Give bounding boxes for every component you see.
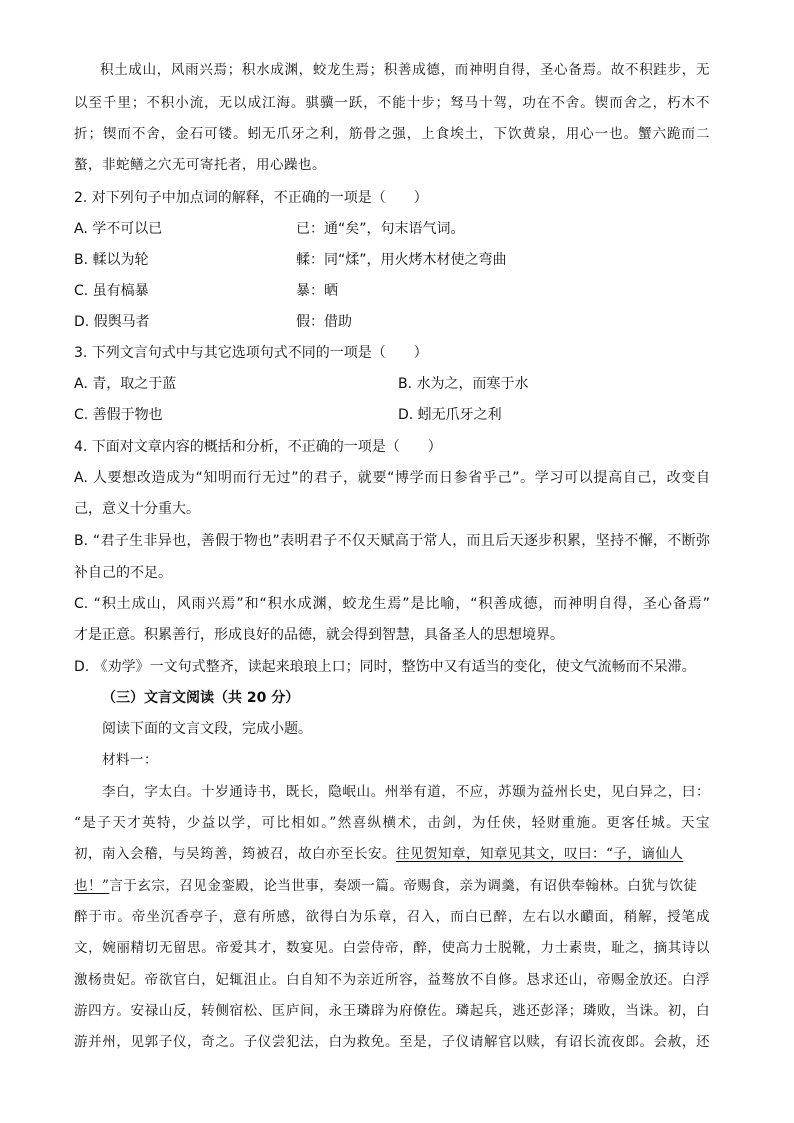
underlined-sentence-part-1: 往见贺知章，知章见其文，叹曰：“子，谪仙人	[396, 846, 684, 862]
q3-option-b[interactable]: B. 水为之，而寒于水	[398, 376, 529, 392]
q2-option-a-explanation: 已：通“矣”，句末语气词。	[296, 221, 465, 237]
passage2-line-8: 游四方。安禄山反，转侧宿松、匡庐间，永王璘辟为府僚佐。璘起兵，逃还彭泽；璘败，当诛。初，白	[74, 1003, 710, 1019]
q3-stem: 3. 下列文言句式中与其它选项句式不同的一项是（ ）	[74, 345, 428, 361]
passage1-line-3: 折；锲而不舍，金石可镂。蚓无爪牙之利，筋骨之强，上食埃土，下饮黄泉，用心一也。蟹六跪而二	[74, 126, 710, 142]
passage1-line-1: 积土成山，风雨兴焉；积水成渊，蛟龙生焉；积善成德，而神明自得，圣心备焉。故不积跬步，无	[100, 62, 710, 78]
passage2-line-9: 游并州，见郭子仪，奇之。子仪尝犯法，白为救免。至是，子仪请解官以赎，有诏长流夜郎。会赦，还	[74, 1034, 710, 1050]
q2-option-d-label: D. 假舆马者	[74, 314, 150, 330]
q2-option-a-label: A. 学不可以已	[74, 221, 163, 237]
underlined-sentence-part-2: 也！”	[74, 878, 110, 894]
passage2-line-3	[74, 844, 710, 864]
passage2-line-5: 醉于市。帝坐沉香亭子，意有所感，欲得白为乐章，召入，而白已醉，左右以水靧面，稍解，授笔成	[74, 909, 710, 925]
q4-option-c-line-2[interactable]: 才是正意。积累善行，形成良好的品德，就会得到智慧，具备圣人的思想境界。	[74, 627, 564, 643]
q4-option-d[interactable]: D. 《劝学》一文句式整齐，读起来琅琅上口；同时，整饬中又有适当的变化，使文气流畅而不呆滞。	[74, 659, 696, 675]
passage2-line-4	[74, 876, 710, 896]
passage2-line-7: 激杨贵妃。帝欲官白，妃辄沮止。白自知不为亲近所容，益骜放不自修。恳求还山，帝赐金放还。白浮	[74, 972, 710, 988]
q4-option-a-line-1[interactable]: A. 人要想改造成为“知明而行无过”的君子，就要“博学而日参省乎己”。学习可以提高自己，改变自	[74, 470, 710, 486]
q2-option-b-explanation: 輮：同“煣”，用火烤木材使之弯曲	[296, 252, 507, 268]
q4-option-a-line-2[interactable]: 己，意义十分重大。	[74, 501, 200, 517]
passage2-line-6: 文，婉丽精切无留思。帝爱其才，数宴见。白尝侍帝，醉，使高力士脱靴，力士素贵，耻之，摘其诗以	[74, 940, 710, 956]
material-label: 材料一：	[102, 752, 158, 768]
q4-option-b-line-1[interactable]: B. “君子生非异也，善假于物也”表明君子不仅天赋高于常人，而且后天逐步积累，坚持不懈，不断弥	[74, 533, 710, 549]
q2-option-b-label: B. 輮以为轮	[74, 252, 149, 268]
q2-stem: 2. 对下列句子中加点词的解释，不正确的一项是（ ）	[74, 190, 428, 206]
passage2-line-2: “是子天才英特，少益以学，可比相如。”然喜纵横术，击剑，为任侠，轻财重施。更客任城。天宝	[74, 815, 710, 831]
q3-option-c[interactable]: C. 善假于物也	[74, 407, 163, 423]
q3-option-d[interactable]: D. 蚓无爪牙之利	[398, 407, 502, 423]
q4-stem: 4. 下面对文章内容的概括和分析，不正确的一项是（ ）	[74, 439, 442, 455]
q2-option-d-explanation: 假：借助	[296, 314, 352, 330]
passage1-line-4: 螯，非蛇鳝之穴无可寄托者，用心躁也。	[74, 157, 326, 173]
passage2-line-1: 李白，字太白。十岁通诗书，既长，隐岷山。州举有道，不应，苏颋为益州长史，见白异之，曰：	[102, 784, 710, 800]
q4-option-b-line-2[interactable]: 补自己的不足。	[74, 565, 172, 581]
passage1-line-2: 以至千里；不积小流，无以成江海。骐骥一跃，不能十步；驽马十驾，功在不舍。锲而舍之，朽木不	[74, 95, 710, 111]
passage2-line-4-text: 言于玄宗，召见金銮殿，论当世事，奏颂一篇。帝赐食，亲为调羹，有诏供奉翰林。白犹与饮徒	[109, 878, 698, 894]
q2-option-c-explanation: 暴：晒	[296, 283, 338, 299]
section3-heading: （三）文言文阅读（共 20 分）	[102, 690, 300, 706]
q2-option-c-label: C. 虽有槁暴	[74, 283, 149, 299]
q4-option-c-line-1[interactable]: C. “积土成山，风雨兴焉”和“积水成渊，蛟龙生焉”是比喻，“积善成德，而神明自得，圣心备焉”	[74, 596, 710, 612]
q3-option-a[interactable]: A. 青，取之于蓝	[74, 376, 177, 392]
section3-instruction: 阅读下面的文言文段，完成小题。	[102, 721, 312, 737]
passage2-line-3-text: 初，南入会稽，与吴筠善，筠被召，故白亦至长安。	[74, 846, 396, 862]
